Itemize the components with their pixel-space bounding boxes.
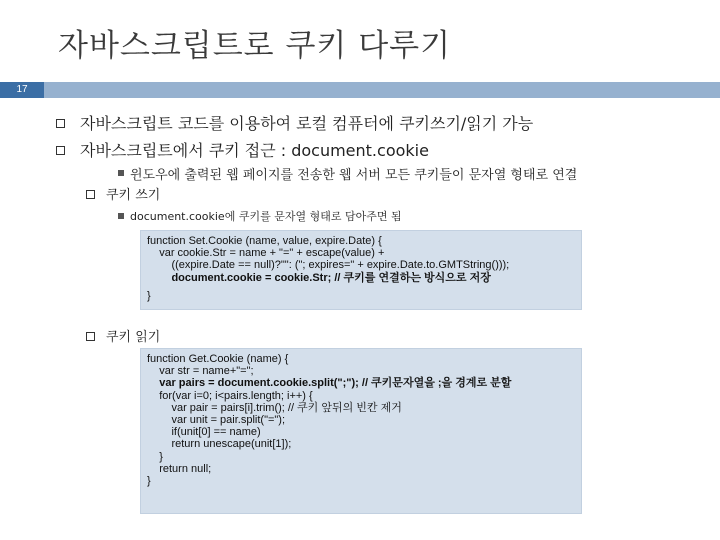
bullet-text-3: 쿠키 쓰기 bbox=[106, 188, 161, 203]
box-bullet-icon bbox=[86, 332, 95, 341]
code-line: var pair = pairs[i].trim(); // 쿠키 앞뒤의 빈칸 제거 bbox=[147, 401, 402, 414]
bullet-sub-2: 윈도우에 출력된 웹 페이지를 전송한 웹 서버 모든 쿠키들이 문자열 형태로 연결 bbox=[130, 168, 578, 183]
slide-title: 자바스크립트로 쿠키 다루기 bbox=[58, 28, 452, 64]
code-line: var cookie.Str = name + "=" + escape(value) + bbox=[147, 247, 385, 260]
bullet-text-2: 자바스크립트에서 쿠키 접근 : document.cookie bbox=[80, 141, 429, 160]
box-bullet-icon bbox=[56, 146, 65, 155]
code-line: document.cookie = cookie.Str; // 쿠키를 연결하는 방식으로 저장 bbox=[147, 271, 491, 284]
code-line: } bbox=[147, 475, 151, 488]
square-bullet-icon bbox=[118, 213, 124, 219]
box-bullet-icon bbox=[86, 190, 95, 199]
code-line: if(unit[0] == name) bbox=[147, 426, 261, 439]
code-line: for(var i=0; i<pairs.length; i++) { bbox=[147, 389, 313, 402]
code-line: function Get.Cookie (name) { bbox=[147, 353, 289, 365]
bullet-text-1: 자바스크립트 코드를 이용하여 로컬 컴퓨터에 쿠키쓰기/읽기 가능 bbox=[80, 114, 534, 133]
box-bullet-icon bbox=[56, 119, 65, 128]
code-line: return null; bbox=[147, 462, 212, 475]
bullet-sub-3: document.cookie에 쿠키를 문자열 형태로 담아주면 됨 bbox=[130, 210, 402, 223]
header-bar bbox=[44, 82, 720, 98]
code-line: } bbox=[147, 450, 163, 463]
code-block-set-cookie bbox=[140, 230, 582, 310]
code-line: var str = name+"="; bbox=[147, 365, 254, 378]
code-line: var pairs = document.cookie.split(";"); // 쿠키문자열을 ;을 경계로 분할 bbox=[147, 377, 512, 390]
code-line: function Set.Cookie (name, value, expire.Date) { bbox=[147, 235, 382, 247]
code-line: var unit = pair.split("="); bbox=[147, 414, 286, 427]
code-line: } bbox=[147, 289, 151, 302]
code-line: return unescape(unit[1]); bbox=[147, 438, 292, 451]
square-bullet-icon bbox=[118, 170, 124, 176]
code-line: ((expire.Date == null)?"": ("; expires=" + expire.Date.to.GMTString())); bbox=[147, 259, 510, 272]
slide-number: 17 bbox=[0, 82, 44, 98]
code-block-get-cookie bbox=[140, 348, 582, 514]
bullet-text-4: 쿠키 읽기 bbox=[106, 330, 161, 345]
